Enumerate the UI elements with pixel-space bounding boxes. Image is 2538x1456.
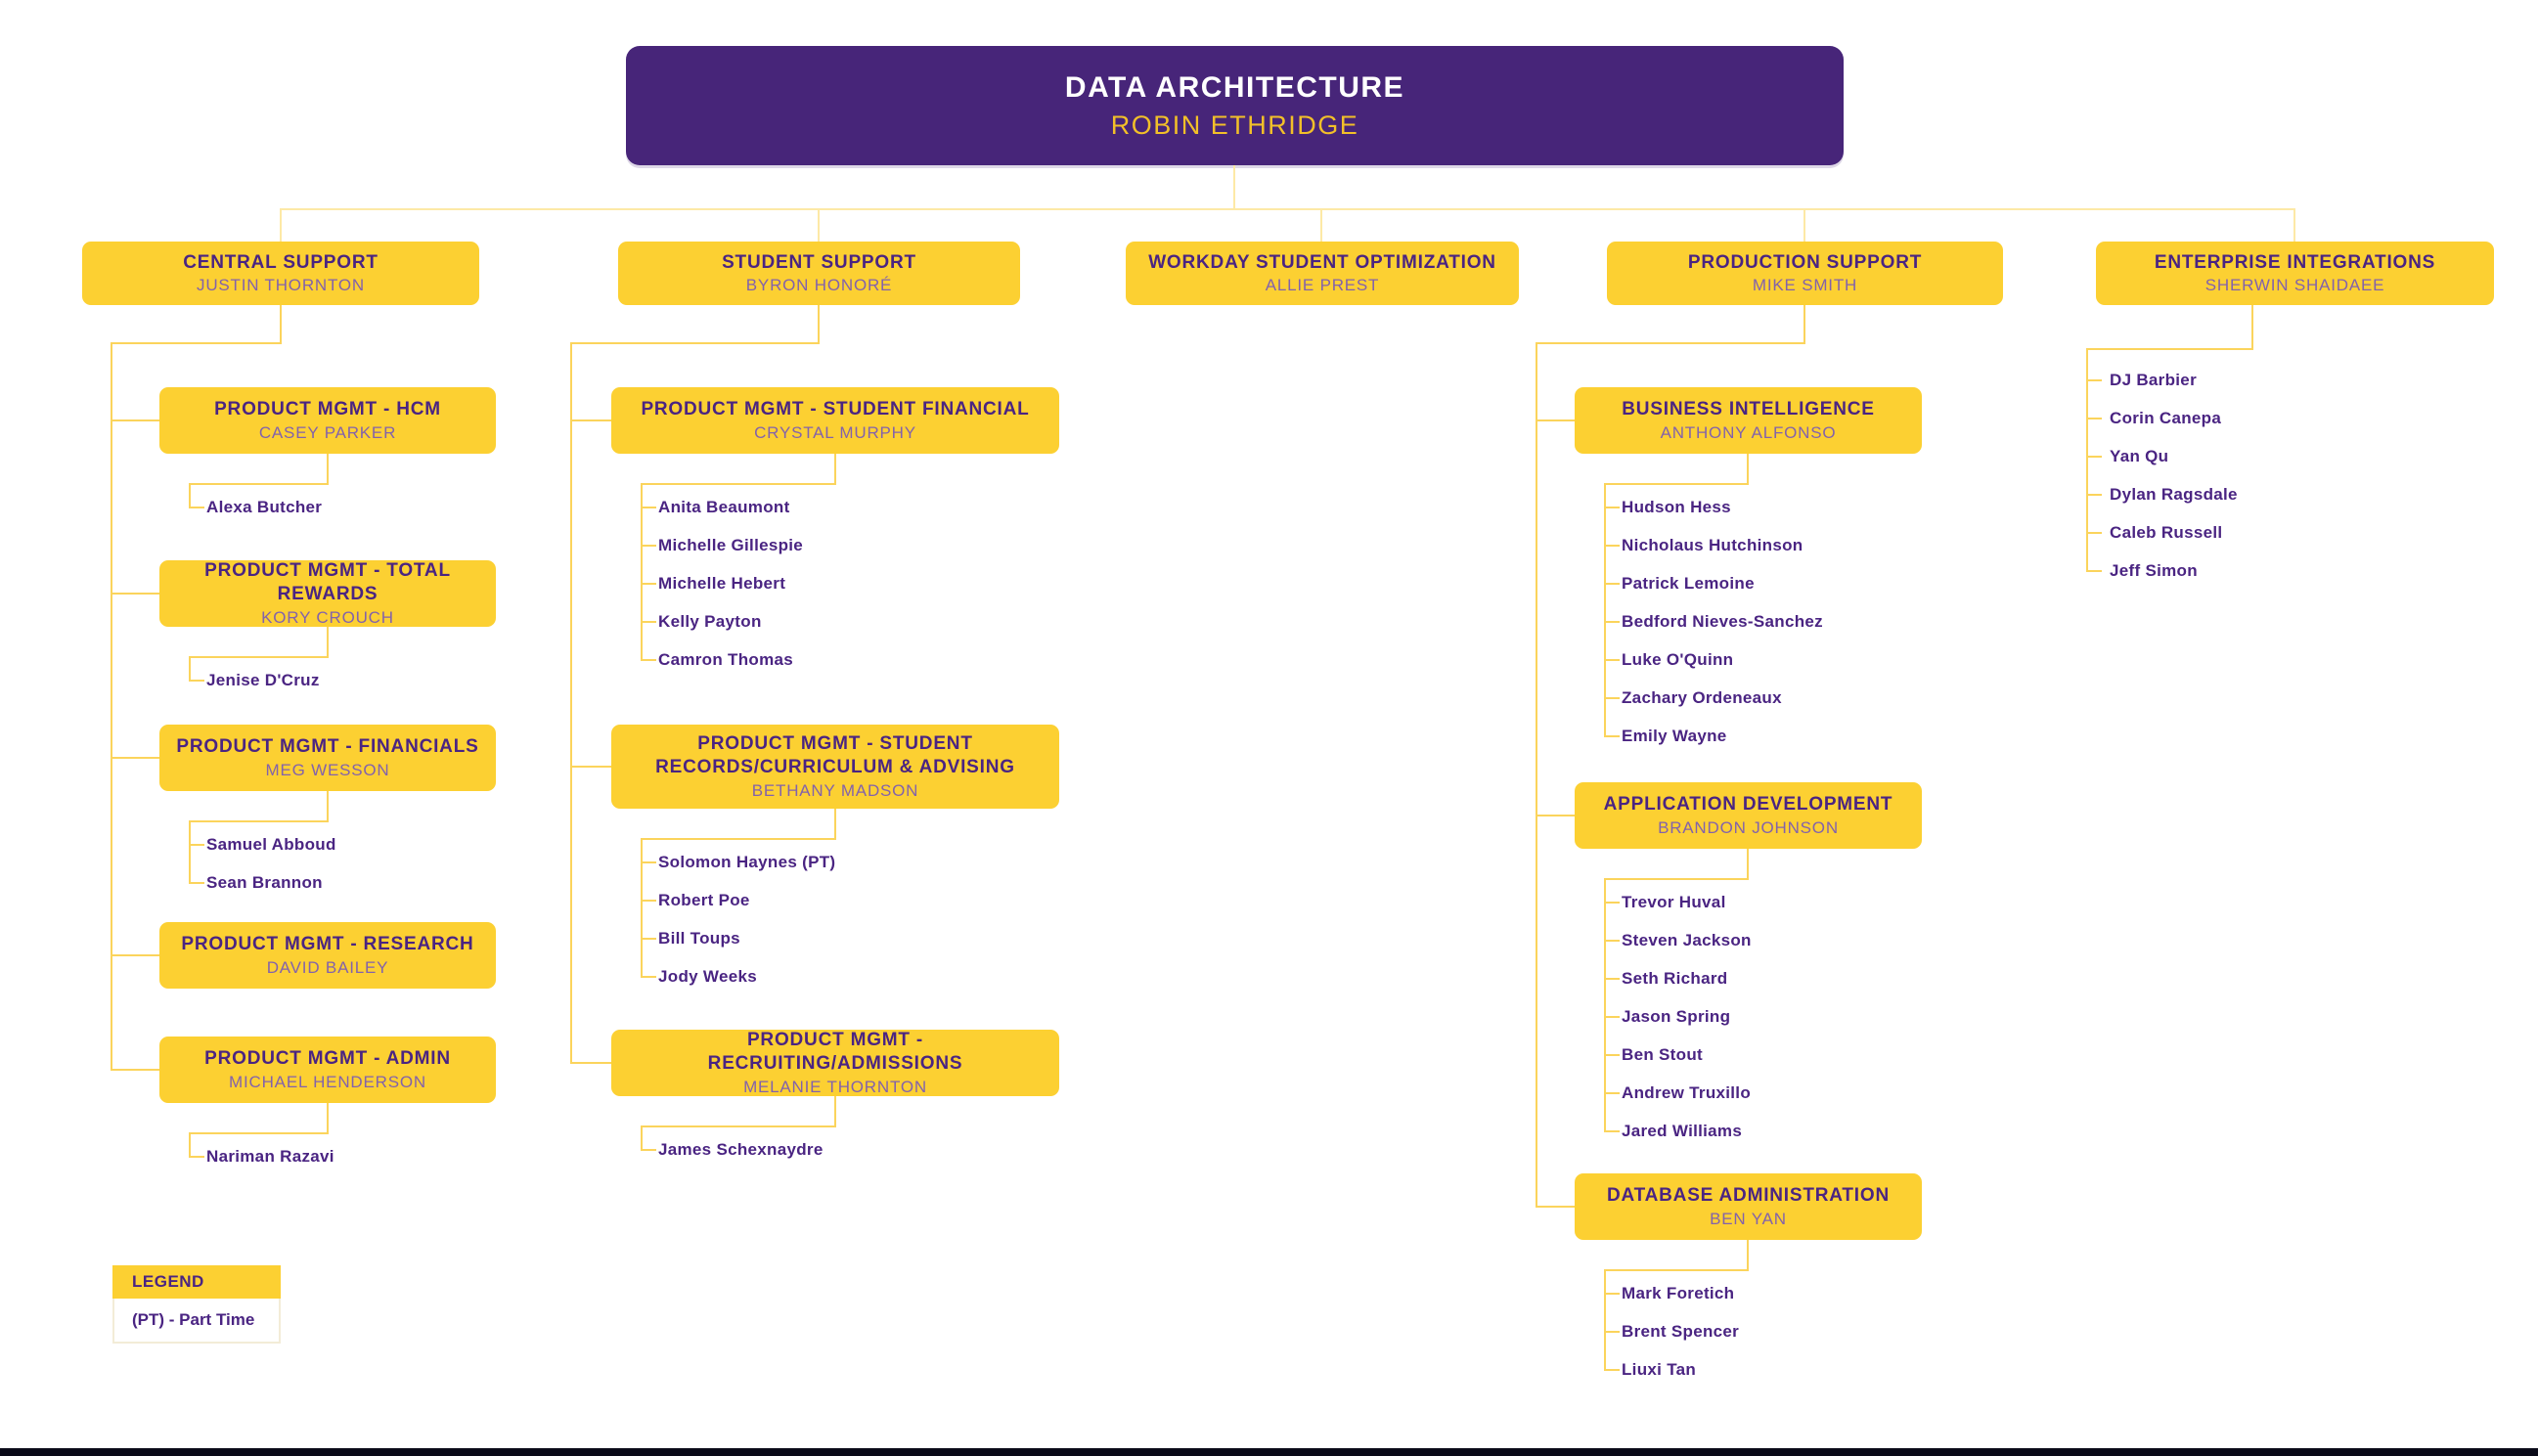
connector-line	[1747, 849, 1749, 878]
connector-line	[641, 583, 656, 585]
org-node-title: BUSINESS INTELLIGENCE	[1622, 399, 1875, 420]
connector-line	[1604, 978, 1620, 980]
connector-line	[641, 545, 656, 547]
org-node-enterprise-integrations	[2096, 242, 2494, 305]
connector-line	[641, 1125, 836, 1127]
connector-line	[189, 656, 329, 658]
member-name: Ben Stout	[1622, 1045, 1703, 1064]
connector-line	[1233, 165, 1235, 208]
connector-line	[641, 900, 656, 902]
connector-line	[2086, 379, 2102, 381]
member-name: Robert Poe	[658, 891, 750, 909]
connector-line	[570, 342, 572, 1063]
org-node-title: CENTRAL SUPPORT	[183, 251, 378, 273]
connector-line	[281, 208, 2295, 210]
org-node-database-administration	[1575, 1173, 1922, 1240]
org-node-title: PRODUCT MGMT - STUDENT RECORDS/CURRICULUM & ADVISING	[655, 733, 1015, 777]
connector-line	[111, 342, 282, 344]
org-node-business-intelligence	[1575, 387, 1922, 454]
member-name: Seth Richard	[1622, 969, 1728, 988]
connector-line	[570, 766, 611, 768]
member-name: Jenise D'Cruz	[206, 671, 320, 689]
org-node-manager: CRYSTAL MURPHY	[754, 422, 916, 442]
org-node-product-mgmt-admin	[159, 1037, 496, 1103]
connector-line	[1803, 305, 1805, 342]
member-name: Zachary Ordeneaux	[1622, 688, 1782, 707]
member-name: Patrick Lemoine	[1622, 574, 1755, 593]
member-name: Alexa Butcher	[206, 498, 323, 516]
connector-line	[834, 454, 836, 483]
org-node-product-mgmt-research	[159, 922, 496, 989]
member-name: Caleb Russell	[2110, 523, 2223, 542]
member-name: Michelle Gillespie	[658, 536, 804, 554]
org-node-manager: ANTHONY ALFONSO	[1660, 422, 1837, 442]
member-name: Emily Wayne	[1622, 727, 1727, 745]
member-name: Yan Qu	[2110, 447, 2169, 465]
member-name: Trevor Huval	[1622, 893, 1726, 911]
connector-line	[1536, 419, 1575, 421]
org-node-manager: ROBIN ETHRIDGE	[1110, 110, 1359, 140]
connector-line	[280, 208, 282, 242]
org-node-product-mgmt-total-rewards	[159, 560, 496, 627]
bottom-border-bar	[0, 1448, 2538, 1456]
connector-line	[2086, 456, 2102, 458]
org-node-workday-student-optimization	[1126, 242, 1519, 305]
connector-line	[1604, 507, 1620, 508]
org-node-product-mgmt-hcm	[159, 387, 496, 454]
org-node-manager: CASEY PARKER	[258, 422, 397, 442]
org-node-manager: DAVID BAILEY	[266, 957, 389, 977]
connector-line	[189, 1156, 204, 1158]
member-name: Samuel Abboud	[206, 835, 336, 854]
connector-line	[327, 454, 329, 483]
connector-line	[818, 208, 820, 242]
org-node-manager: KORY CROUCH	[261, 607, 394, 627]
connector-line	[2086, 570, 2102, 572]
org-node-title: ENTERPRISE INTEGRATIONS	[2154, 251, 2436, 273]
connector-line	[1604, 1130, 1620, 1132]
member-name: Solomon Haynes (PT)	[658, 853, 836, 871]
connector-line	[327, 1103, 329, 1132]
org-node-manager: SHERWIN SHAIDAEE	[2204, 276, 2385, 295]
connector-line	[1604, 1369, 1620, 1371]
connector-line	[1604, 697, 1620, 699]
connector-line	[1747, 454, 1749, 483]
org-node-production-support	[1607, 242, 2003, 305]
connector-line	[111, 1069, 159, 1071]
member-name: James Schexnaydre	[658, 1140, 824, 1159]
org-node-title: APPLICATION DEVELOPMENT	[1603, 794, 1893, 816]
org-node-title: PRODUCT MGMT - RECRUITING/ADMISSIONS	[707, 1030, 963, 1074]
member-name: Sean Brannon	[206, 873, 323, 892]
org-node-application-development	[1575, 782, 1922, 849]
connector-line	[1604, 659, 1620, 661]
member-name: Jeff Simon	[2110, 561, 2198, 580]
connector-line	[189, 882, 204, 884]
connector-line	[641, 976, 656, 978]
org-node-title: PRODUCTION SUPPORT	[1687, 251, 1923, 273]
org-node-manager: MELANIE THORNTON	[743, 1077, 927, 1096]
connector-line	[2086, 348, 2088, 572]
connector-line	[641, 838, 643, 977]
member-name: Michelle Hebert	[658, 574, 786, 593]
connector-line	[1604, 545, 1620, 547]
connector-line	[1604, 1092, 1620, 1094]
connector-line	[1604, 483, 1749, 485]
legend-title: LEGEND	[112, 1265, 281, 1299]
connector-line	[111, 954, 159, 956]
connector-line	[2086, 418, 2102, 419]
connector-line	[1803, 208, 1805, 242]
member-name: Jason Spring	[1622, 1007, 1731, 1026]
connector-line	[111, 419, 159, 421]
org-node-product-mgmt-student-records	[611, 725, 1059, 809]
connector-line	[1536, 342, 1805, 344]
connector-line	[641, 938, 656, 940]
connector-line	[1604, 735, 1620, 737]
connector-line	[641, 507, 656, 508]
org-node-title: PRODUCT MGMT - STUDENT FINANCIAL	[641, 399, 1030, 420]
org-node-title: DATABASE ADMINISTRATION	[1607, 1185, 1890, 1207]
org-node-title: PRODUCT MGMT - ADMIN	[204, 1048, 451, 1070]
connector-line	[1604, 621, 1620, 623]
connector-line	[189, 680, 204, 682]
member-name: Jody Weeks	[658, 967, 757, 986]
connector-line	[1604, 1269, 1606, 1370]
org-node-student-support	[618, 242, 1020, 305]
connector-line	[570, 342, 820, 344]
member-name: Kelly Payton	[658, 612, 762, 631]
connector-line	[834, 809, 836, 838]
connector-line	[327, 791, 329, 820]
org-node-title: DATA ARCHITECTURE	[1064, 70, 1405, 104]
org-node-manager: MICHAEL HENDERSON	[229, 1072, 426, 1091]
member-name: Camron Thomas	[658, 650, 794, 669]
org-node-manager: BRANDON JOHNSON	[1658, 817, 1839, 837]
connector-line	[1604, 1293, 1620, 1295]
member-name: Liuxi Tan	[1622, 1360, 1697, 1379]
connector-line	[641, 621, 656, 623]
org-node-manager: MIKE SMITH	[1752, 276, 1858, 295]
connector-line	[189, 1132, 191, 1157]
member-name: Bedford Nieves-Sanchez	[1622, 612, 1823, 631]
org-node-title: PRODUCT MGMT - RESEARCH	[181, 934, 474, 955]
connector-line	[189, 656, 191, 681]
org-node-manager: ALLIE PREST	[1265, 276, 1380, 295]
member-name: Nariman Razavi	[206, 1147, 334, 1166]
connector-line	[111, 593, 159, 595]
org-node-title: PRODUCT MGMT - TOTAL REWARDS	[204, 560, 451, 604]
connector-line	[2086, 348, 2253, 350]
connector-line	[641, 861, 656, 863]
member-name: Bill Toups	[658, 929, 740, 948]
org-node-title: WORKDAY STUDENT OPTIMIZATION	[1148, 251, 1496, 273]
connector-line	[111, 342, 112, 1070]
connector-line	[2086, 532, 2102, 534]
org-node-title: PRODUCT MGMT - FINANCIALS	[176, 736, 479, 758]
org-node-manager: BYRON HONORÉ	[745, 276, 893, 295]
connector-line	[1536, 342, 1537, 1207]
connector-line	[641, 483, 836, 485]
connector-line	[1320, 208, 1322, 242]
org-node-manager: MEG WESSON	[265, 760, 390, 779]
connector-line	[641, 483, 643, 660]
org-node-data-architecture	[626, 46, 1844, 165]
connector-line	[327, 627, 329, 656]
member-name: Luke O'Quinn	[1622, 650, 1734, 669]
connector-line	[189, 820, 191, 883]
connector-line	[1604, 878, 1749, 880]
member-name: Hudson Hess	[1622, 498, 1731, 516]
connector-line	[1604, 1054, 1620, 1056]
connector-line	[1536, 815, 1575, 816]
connector-line	[641, 1125, 643, 1150]
member-name: Steven Jackson	[1622, 931, 1752, 949]
connector-line	[189, 507, 204, 508]
org-node-product-mgmt-student-financial	[611, 387, 1059, 454]
connector-line	[1604, 1269, 1749, 1271]
connector-line	[641, 659, 656, 661]
connector-line	[2293, 208, 2295, 242]
connector-line	[1536, 1206, 1575, 1208]
connector-line	[570, 1062, 611, 1064]
connector-line	[818, 305, 820, 342]
connector-line	[111, 757, 159, 759]
member-name: Jared Williams	[1622, 1122, 1743, 1140]
connector-line	[2086, 494, 2102, 496]
connector-line	[641, 1149, 656, 1151]
org-node-product-mgmt-recruiting-admissions	[611, 1030, 1059, 1096]
connector-line	[280, 305, 282, 342]
legend	[112, 1265, 281, 1344]
connector-line	[189, 820, 329, 822]
org-node-manager: BEN YAN	[1710, 1209, 1787, 1228]
org-node-central-support	[82, 242, 479, 305]
member-name: DJ Barbier	[2110, 371, 2197, 389]
org-node-manager: BETHANY MADSON	[751, 780, 919, 800]
member-name: Dylan Ragsdale	[2110, 485, 2238, 504]
connector-line	[1604, 583, 1620, 585]
connector-line	[189, 844, 204, 846]
member-name: Brent Spencer	[1622, 1322, 1740, 1341]
org-node-title: STUDENT SUPPORT	[722, 251, 916, 273]
connector-line	[189, 1132, 329, 1134]
member-name: Anita Beaumont	[658, 498, 790, 516]
connector-line	[189, 483, 329, 485]
member-name: Corin Canepa	[2110, 409, 2222, 427]
member-name: Mark Foretich	[1622, 1284, 1735, 1302]
connector-line	[1604, 940, 1620, 942]
connector-line	[189, 483, 191, 507]
org-node-title: PRODUCT MGMT - HCM	[214, 399, 441, 420]
org-node-manager: JUSTIN THORNTON	[197, 276, 365, 295]
connector-line	[641, 838, 836, 840]
connector-line	[2251, 305, 2253, 348]
legend-item: (PT) - Part Time	[112, 1299, 281, 1344]
org-node-product-mgmt-financials	[159, 725, 496, 791]
connector-line	[1747, 1240, 1749, 1269]
connector-line	[834, 1096, 836, 1125]
connector-line	[1604, 1016, 1620, 1018]
member-name: Nicholaus Hutchinson	[1622, 536, 1803, 554]
connector-line	[1604, 902, 1620, 904]
connector-line	[570, 419, 611, 421]
member-name: Andrew Truxillo	[1622, 1083, 1752, 1102]
connector-line	[1604, 1331, 1620, 1333]
